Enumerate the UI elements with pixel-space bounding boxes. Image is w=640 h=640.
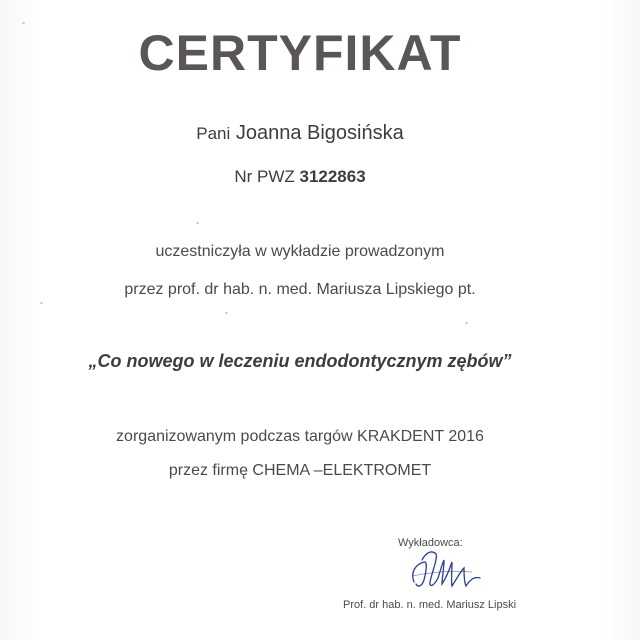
lecture-title: „Co nowego w leczeniu endodontycznym zębów” [88,351,512,371]
paper-speck [465,322,468,324]
signature-image [402,542,502,598]
recipient-line [0,122,600,145]
organizer-text: przez firmę CHEMA –ELEKTROMET [168,462,432,479]
lecturer-name: Prof. dr hab. n. med. Mariusz Lipski [343,599,517,611]
paper-speck [196,222,199,224]
pwz-label: Nr PWZ [234,167,295,186]
participation-text: uczestniczyła w wykładzie prowadzonym [155,243,445,260]
recipient-prefix: Pani [196,124,231,143]
paper-speck [22,22,25,24]
lecturer-text: przez prof. dr hab. n. med. Mariusza Lipskiego pt. [124,281,476,298]
event-text: zorganizowanym podczas targów KRAKDENT 2016 [116,428,484,445]
pwz-line [0,167,600,187]
certificate-title: CERTYFIKAT [138,25,462,81]
paper-speck [40,302,43,304]
lecturer-label: Wykładowca: [398,537,463,549]
recipient-name: Joanna Bigosińska [235,122,404,144]
paper-speck [225,312,228,314]
pwz-number: 3122863 [299,167,366,186]
